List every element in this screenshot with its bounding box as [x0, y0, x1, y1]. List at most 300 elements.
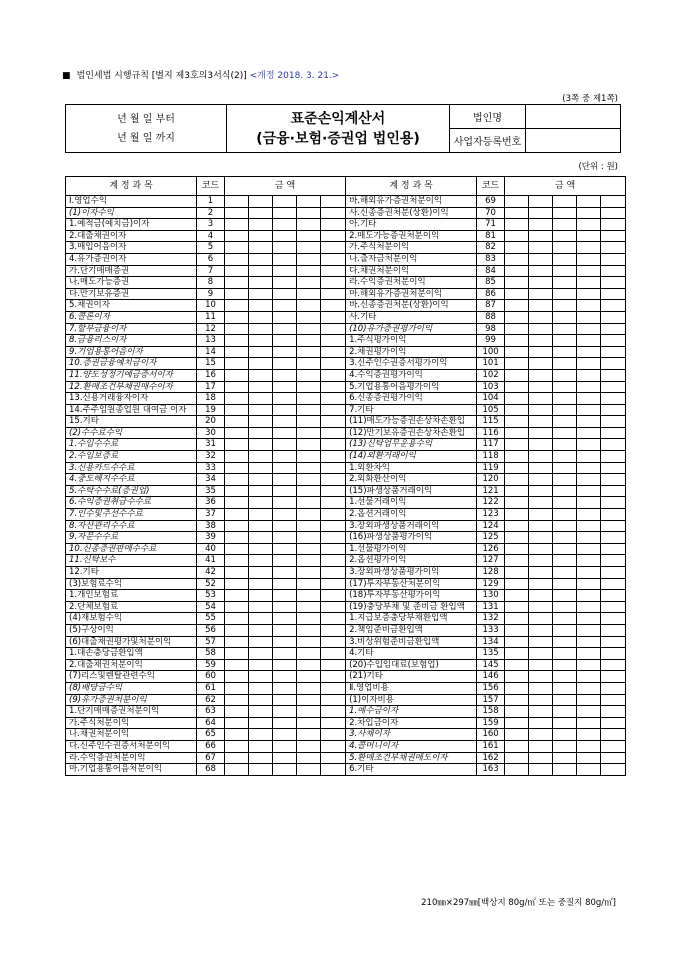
amount-cell-left[interactable] [249, 590, 273, 602]
amount-cell-left[interactable] [297, 474, 321, 486]
amount-cell-right[interactable] [601, 300, 626, 312]
amount-cell-left[interactable] [297, 590, 321, 602]
amount-cell-left[interactable] [249, 485, 273, 497]
amount-cell-left[interactable] [297, 288, 321, 300]
amount-cell-right[interactable] [577, 578, 601, 590]
amount-cell-right[interactable] [577, 694, 601, 706]
amount-cell-left[interactable] [249, 613, 273, 625]
amount-cell-right[interactable] [529, 277, 553, 289]
amount-cell-left[interactable] [297, 567, 321, 579]
amount-cell-left[interactable] [225, 462, 249, 474]
amount-cell-left[interactable] [321, 706, 346, 718]
amount-cell-left[interactable] [321, 694, 346, 706]
amount-cell-left[interactable] [249, 358, 273, 370]
amount-cell-right[interactable] [577, 381, 601, 393]
amount-cell-right[interactable] [577, 311, 601, 323]
amount-cell-right[interactable] [601, 694, 626, 706]
amount-cell-right[interactable] [529, 242, 553, 254]
amount-cell-right[interactable] [577, 288, 601, 300]
amount-cell-left[interactable] [249, 555, 273, 567]
amount-cell-right[interactable] [577, 740, 601, 752]
amount-cell-left[interactable] [273, 497, 297, 509]
amount-cell-left[interactable] [249, 659, 273, 671]
amount-cell-right[interactable] [601, 381, 626, 393]
amount-cell-right[interactable] [577, 219, 601, 231]
amount-cell-left[interactable] [249, 369, 273, 381]
amount-cell-left[interactable] [249, 311, 273, 323]
amount-cell-left[interactable] [249, 682, 273, 694]
amount-cell-left[interactable] [321, 636, 346, 648]
amount-cell-right[interactable] [601, 277, 626, 289]
amount-cell-left[interactable] [273, 694, 297, 706]
amount-cell-right[interactable] [553, 427, 577, 439]
amount-cell-left[interactable] [321, 520, 346, 532]
amount-cell-right[interactable] [505, 532, 529, 544]
amount-cell-left[interactable] [273, 219, 297, 231]
amount-cell-right[interactable] [553, 764, 577, 776]
amount-cell-right[interactable] [553, 219, 577, 231]
amount-cell-right[interactable] [529, 439, 553, 451]
amount-cell-right[interactable] [601, 207, 626, 219]
amount-cell-left[interactable] [321, 451, 346, 463]
amount-cell-right[interactable] [505, 300, 529, 312]
amount-cell-left[interactable] [321, 300, 346, 312]
amount-cell-right[interactable] [529, 601, 553, 613]
amount-cell-right[interactable] [601, 219, 626, 231]
amount-cell-left[interactable] [273, 335, 297, 347]
amount-cell-right[interactable] [577, 277, 601, 289]
amount-cell-right[interactable] [577, 323, 601, 335]
amount-cell-left[interactable] [273, 729, 297, 741]
amount-cell-left[interactable] [249, 451, 273, 463]
amount-cell-right[interactable] [601, 358, 626, 370]
amount-cell-left[interactable] [225, 277, 249, 289]
amount-cell-left[interactable] [321, 369, 346, 381]
amount-cell-left[interactable] [249, 567, 273, 579]
amount-cell-left[interactable] [321, 462, 346, 474]
amount-cell-left[interactable] [225, 717, 249, 729]
amount-cell-left[interactable] [297, 219, 321, 231]
amount-cell-left[interactable] [225, 300, 249, 312]
amount-cell-right[interactable] [553, 230, 577, 242]
amount-cell-right[interactable] [601, 613, 626, 625]
amount-cell-right[interactable] [577, 764, 601, 776]
amount-cell-right[interactable] [505, 416, 529, 428]
amount-cell-left[interactable] [225, 219, 249, 231]
amount-cell-left[interactable] [273, 253, 297, 265]
amount-cell-right[interactable] [601, 474, 626, 486]
amount-cell-right[interactable] [529, 288, 553, 300]
amount-cell-right[interactable] [529, 335, 553, 347]
amount-cell-right[interactable] [577, 369, 601, 381]
amount-cell-right[interactable] [577, 404, 601, 416]
amount-cell-left[interactable] [297, 416, 321, 428]
amount-cell-right[interactable] [505, 520, 529, 532]
amount-cell-right[interactable] [505, 265, 529, 277]
amount-cell-left[interactable] [321, 277, 346, 289]
amount-cell-left[interactable] [225, 694, 249, 706]
amount-cell-left[interactable] [225, 485, 249, 497]
amount-cell-right[interactable] [505, 346, 529, 358]
amount-cell-left[interactable] [321, 323, 346, 335]
amount-cell-right[interactable] [601, 532, 626, 544]
amount-cell-right[interactable] [601, 636, 626, 648]
amount-cell-right[interactable] [529, 590, 553, 602]
amount-cell-left[interactable] [273, 671, 297, 683]
amount-cell-right[interactable] [601, 288, 626, 300]
amount-cell-right[interactable] [577, 613, 601, 625]
amount-cell-right[interactable] [577, 601, 601, 613]
amount-cell-right[interactable] [577, 242, 601, 254]
amount-cell-right[interactable] [505, 497, 529, 509]
amount-cell-left[interactable] [249, 196, 273, 208]
amount-cell-left[interactable] [297, 300, 321, 312]
amount-cell-left[interactable] [249, 694, 273, 706]
amount-cell-right[interactable] [601, 462, 626, 474]
amount-cell-left[interactable] [297, 335, 321, 347]
amount-cell-right[interactable] [505, 474, 529, 486]
amount-cell-left[interactable] [321, 624, 346, 636]
amount-cell-left[interactable] [297, 196, 321, 208]
amount-cell-right[interactable] [577, 706, 601, 718]
amount-cell-right[interactable] [553, 300, 577, 312]
amount-cell-right[interactable] [505, 358, 529, 370]
amount-cell-left[interactable] [225, 752, 249, 764]
amount-cell-right[interactable] [577, 416, 601, 428]
amount-cell-right[interactable] [601, 416, 626, 428]
amount-cell-right[interactable] [577, 439, 601, 451]
amount-cell-right[interactable] [601, 682, 626, 694]
amount-cell-right[interactable] [505, 393, 529, 405]
amount-cell-left[interactable] [321, 567, 346, 579]
amount-cell-left[interactable] [321, 196, 346, 208]
amount-cell-right[interactable] [577, 497, 601, 509]
amount-cell-right[interactable] [529, 404, 553, 416]
amount-cell-right[interactable] [601, 624, 626, 636]
amount-cell-right[interactable] [577, 253, 601, 265]
amount-cell-left[interactable] [225, 555, 249, 567]
amount-cell-right[interactable] [553, 462, 577, 474]
amount-cell-left[interactable] [249, 427, 273, 439]
amount-cell-right[interactable] [529, 682, 553, 694]
amount-cell-left[interactable] [297, 439, 321, 451]
amount-cell-right[interactable] [529, 520, 553, 532]
amount-cell-left[interactable] [225, 520, 249, 532]
amount-cell-left[interactable] [297, 393, 321, 405]
amount-cell-left[interactable] [297, 509, 321, 521]
amount-cell-left[interactable] [273, 393, 297, 405]
amount-cell-right[interactable] [505, 242, 529, 254]
amount-cell-left[interactable] [273, 323, 297, 335]
amount-cell-left[interactable] [225, 439, 249, 451]
amount-cell-right[interactable] [553, 648, 577, 660]
amount-cell-left[interactable] [297, 648, 321, 660]
amount-cell-right[interactable] [505, 729, 529, 741]
amount-cell-right[interactable] [553, 752, 577, 764]
amount-cell-left[interactable] [225, 613, 249, 625]
amount-cell-right[interactable] [505, 613, 529, 625]
amount-cell-left[interactable] [249, 717, 273, 729]
amount-cell-left[interactable] [273, 532, 297, 544]
amount-cell-right[interactable] [601, 717, 626, 729]
amount-cell-left[interactable] [249, 532, 273, 544]
amount-cell-left[interactable] [249, 474, 273, 486]
amount-cell-right[interactable] [505, 659, 529, 671]
amount-cell-right[interactable] [505, 335, 529, 347]
amount-cell-left[interactable] [297, 764, 321, 776]
amount-cell-left[interactable] [273, 369, 297, 381]
amount-cell-left[interactable] [249, 648, 273, 660]
amount-cell-right[interactable] [577, 300, 601, 312]
amount-cell-left[interactable] [225, 323, 249, 335]
amount-cell-left[interactable] [321, 219, 346, 231]
amount-cell-left[interactable] [249, 230, 273, 242]
amount-cell-right[interactable] [601, 451, 626, 463]
amount-cell-right[interactable] [577, 520, 601, 532]
amount-cell-right[interactable] [553, 636, 577, 648]
amount-cell-right[interactable] [505, 567, 529, 579]
amount-cell-left[interactable] [249, 219, 273, 231]
amount-cell-right[interactable] [553, 682, 577, 694]
amount-cell-left[interactable] [273, 543, 297, 555]
amount-cell-left[interactable] [297, 532, 321, 544]
amount-cell-right[interactable] [553, 509, 577, 521]
amount-cell-left[interactable] [225, 764, 249, 776]
amount-cell-right[interactable] [529, 196, 553, 208]
amount-cell-left[interactable] [225, 682, 249, 694]
amount-cell-right[interactable] [529, 671, 553, 683]
amount-cell-right[interactable] [529, 706, 553, 718]
amount-cell-left[interactable] [297, 659, 321, 671]
amount-cell-right[interactable] [601, 578, 626, 590]
amount-cell-right[interactable] [601, 485, 626, 497]
biz-no-field[interactable] [526, 129, 621, 153]
amount-cell-right[interactable] [529, 265, 553, 277]
amount-cell-right[interactable] [553, 717, 577, 729]
amount-cell-right[interactable] [529, 543, 553, 555]
amount-cell-right[interactable] [505, 671, 529, 683]
amount-cell-right[interactable] [577, 648, 601, 660]
amount-cell-left[interactable] [225, 648, 249, 660]
amount-cell-right[interactable] [553, 590, 577, 602]
amount-cell-right[interactable] [577, 427, 601, 439]
amount-cell-left[interactable] [273, 485, 297, 497]
amount-cell-left[interactable] [273, 636, 297, 648]
amount-cell-right[interactable] [529, 497, 553, 509]
amount-cell-right[interactable] [529, 219, 553, 231]
amount-cell-right[interactable] [553, 555, 577, 567]
amount-cell-right[interactable] [577, 682, 601, 694]
amount-cell-right[interactable] [553, 729, 577, 741]
amount-cell-left[interactable] [225, 729, 249, 741]
amount-cell-left[interactable] [273, 311, 297, 323]
amount-cell-left[interactable] [225, 659, 249, 671]
amount-cell-left[interactable] [249, 578, 273, 590]
amount-cell-left[interactable] [297, 520, 321, 532]
amount-cell-left[interactable] [321, 682, 346, 694]
amount-cell-left[interactable] [297, 242, 321, 254]
amount-cell-right[interactable] [505, 555, 529, 567]
amount-cell-left[interactable] [273, 555, 297, 567]
amount-cell-left[interactable] [321, 717, 346, 729]
amount-cell-right[interactable] [553, 578, 577, 590]
amount-cell-right[interactable] [601, 567, 626, 579]
amount-cell-left[interactable] [321, 381, 346, 393]
amount-cell-left[interactable] [321, 648, 346, 660]
amount-cell-right[interactable] [553, 567, 577, 579]
amount-cell-left[interactable] [297, 265, 321, 277]
amount-cell-left[interactable] [321, 288, 346, 300]
amount-cell-left[interactable] [321, 740, 346, 752]
amount-cell-left[interactable] [249, 335, 273, 347]
amount-cell-left[interactable] [225, 590, 249, 602]
amount-cell-right[interactable] [529, 462, 553, 474]
amount-cell-left[interactable] [273, 300, 297, 312]
amount-cell-left[interactable] [225, 636, 249, 648]
amount-cell-right[interactable] [505, 624, 529, 636]
amount-cell-right[interactable] [553, 381, 577, 393]
corp-name-field[interactable] [526, 105, 621, 129]
amount-cell-right[interactable] [577, 451, 601, 463]
amount-cell-right[interactable] [553, 439, 577, 451]
amount-cell-left[interactable] [225, 207, 249, 219]
amount-cell-right[interactable] [505, 509, 529, 521]
amount-cell-left[interactable] [225, 346, 249, 358]
amount-cell-left[interactable] [321, 590, 346, 602]
amount-cell-left[interactable] [321, 311, 346, 323]
amount-cell-left[interactable] [297, 404, 321, 416]
amount-cell-left[interactable] [321, 532, 346, 544]
amount-cell-left[interactable] [321, 613, 346, 625]
amount-cell-left[interactable] [297, 729, 321, 741]
amount-cell-right[interactable] [553, 404, 577, 416]
amount-cell-left[interactable] [297, 555, 321, 567]
amount-cell-right[interactable] [529, 311, 553, 323]
amount-cell-right[interactable] [553, 288, 577, 300]
amount-cell-left[interactable] [321, 497, 346, 509]
amount-cell-right[interactable] [529, 230, 553, 242]
amount-cell-left[interactable] [297, 543, 321, 555]
amount-cell-left[interactable] [273, 451, 297, 463]
amount-cell-left[interactable] [225, 253, 249, 265]
amount-cell-left[interactable] [225, 543, 249, 555]
amount-cell-left[interactable] [249, 462, 273, 474]
amount-cell-left[interactable] [273, 509, 297, 521]
amount-cell-right[interactable] [577, 659, 601, 671]
amount-cell-right[interactable] [601, 659, 626, 671]
amount-cell-left[interactable] [249, 393, 273, 405]
amount-cell-left[interactable] [273, 740, 297, 752]
amount-cell-left[interactable] [321, 543, 346, 555]
amount-cell-left[interactable] [297, 717, 321, 729]
amount-cell-left[interactable] [297, 485, 321, 497]
amount-cell-right[interactable] [601, 601, 626, 613]
amount-cell-left[interactable] [297, 740, 321, 752]
amount-cell-left[interactable] [297, 277, 321, 289]
amount-cell-right[interactable] [601, 427, 626, 439]
amount-cell-right[interactable] [577, 509, 601, 521]
amount-cell-right[interactable] [505, 288, 529, 300]
amount-cell-left[interactable] [273, 659, 297, 671]
amount-cell-right[interactable] [553, 346, 577, 358]
amount-cell-left[interactable] [249, 404, 273, 416]
amount-cell-left[interactable] [249, 752, 273, 764]
amount-cell-left[interactable] [297, 578, 321, 590]
amount-cell-right[interactable] [553, 253, 577, 265]
amount-cell-right[interactable] [505, 682, 529, 694]
amount-cell-right[interactable] [553, 497, 577, 509]
amount-cell-right[interactable] [577, 230, 601, 242]
amount-cell-right[interactable] [601, 439, 626, 451]
amount-cell-left[interactable] [273, 346, 297, 358]
amount-cell-right[interactable] [505, 439, 529, 451]
amount-cell-right[interactable] [529, 427, 553, 439]
amount-cell-right[interactable] [553, 706, 577, 718]
amount-cell-left[interactable] [273, 613, 297, 625]
amount-cell-left[interactable] [321, 474, 346, 486]
amount-cell-left[interactable] [297, 358, 321, 370]
amount-cell-left[interactable] [249, 381, 273, 393]
amount-cell-left[interactable] [249, 242, 273, 254]
amount-cell-left[interactable] [273, 567, 297, 579]
amount-cell-right[interactable] [553, 671, 577, 683]
amount-cell-left[interactable] [297, 207, 321, 219]
amount-cell-right[interactable] [529, 346, 553, 358]
amount-cell-right[interactable] [601, 671, 626, 683]
amount-cell-right[interactable] [577, 335, 601, 347]
amount-cell-right[interactable] [505, 648, 529, 660]
amount-cell-right[interactable] [529, 624, 553, 636]
amount-cell-left[interactable] [321, 659, 346, 671]
amount-cell-left[interactable] [225, 416, 249, 428]
amount-cell-right[interactable] [601, 346, 626, 358]
amount-cell-right[interactable] [577, 729, 601, 741]
amount-cell-left[interactable] [273, 439, 297, 451]
amount-cell-left[interactable] [225, 578, 249, 590]
amount-cell-right[interactable] [505, 196, 529, 208]
amount-cell-right[interactable] [601, 369, 626, 381]
amount-cell-left[interactable] [321, 253, 346, 265]
amount-cell-right[interactable] [529, 474, 553, 486]
amount-cell-left[interactable] [225, 311, 249, 323]
amount-cell-left[interactable] [225, 393, 249, 405]
amount-cell-right[interactable] [601, 393, 626, 405]
amount-cell-left[interactable] [225, 288, 249, 300]
amount-cell-right[interactable] [505, 636, 529, 648]
amount-cell-left[interactable] [297, 451, 321, 463]
amount-cell-left[interactable] [225, 532, 249, 544]
amount-cell-right[interactable] [553, 532, 577, 544]
amount-cell-left[interactable] [225, 196, 249, 208]
amount-cell-right[interactable] [505, 230, 529, 242]
amount-cell-left[interactable] [249, 624, 273, 636]
amount-cell-left[interactable] [273, 764, 297, 776]
amount-cell-left[interactable] [249, 277, 273, 289]
amount-cell-left[interactable] [249, 729, 273, 741]
amount-cell-right[interactable] [601, 752, 626, 764]
amount-cell-left[interactable] [249, 509, 273, 521]
amount-cell-right[interactable] [505, 706, 529, 718]
amount-cell-left[interactable] [249, 265, 273, 277]
amount-cell-left[interactable] [249, 740, 273, 752]
amount-cell-right[interactable] [553, 740, 577, 752]
amount-cell-right[interactable] [529, 752, 553, 764]
amount-cell-left[interactable] [273, 601, 297, 613]
amount-cell-left[interactable] [249, 764, 273, 776]
amount-cell-left[interactable] [273, 416, 297, 428]
amount-cell-left[interactable] [321, 671, 346, 683]
amount-cell-left[interactable] [273, 358, 297, 370]
